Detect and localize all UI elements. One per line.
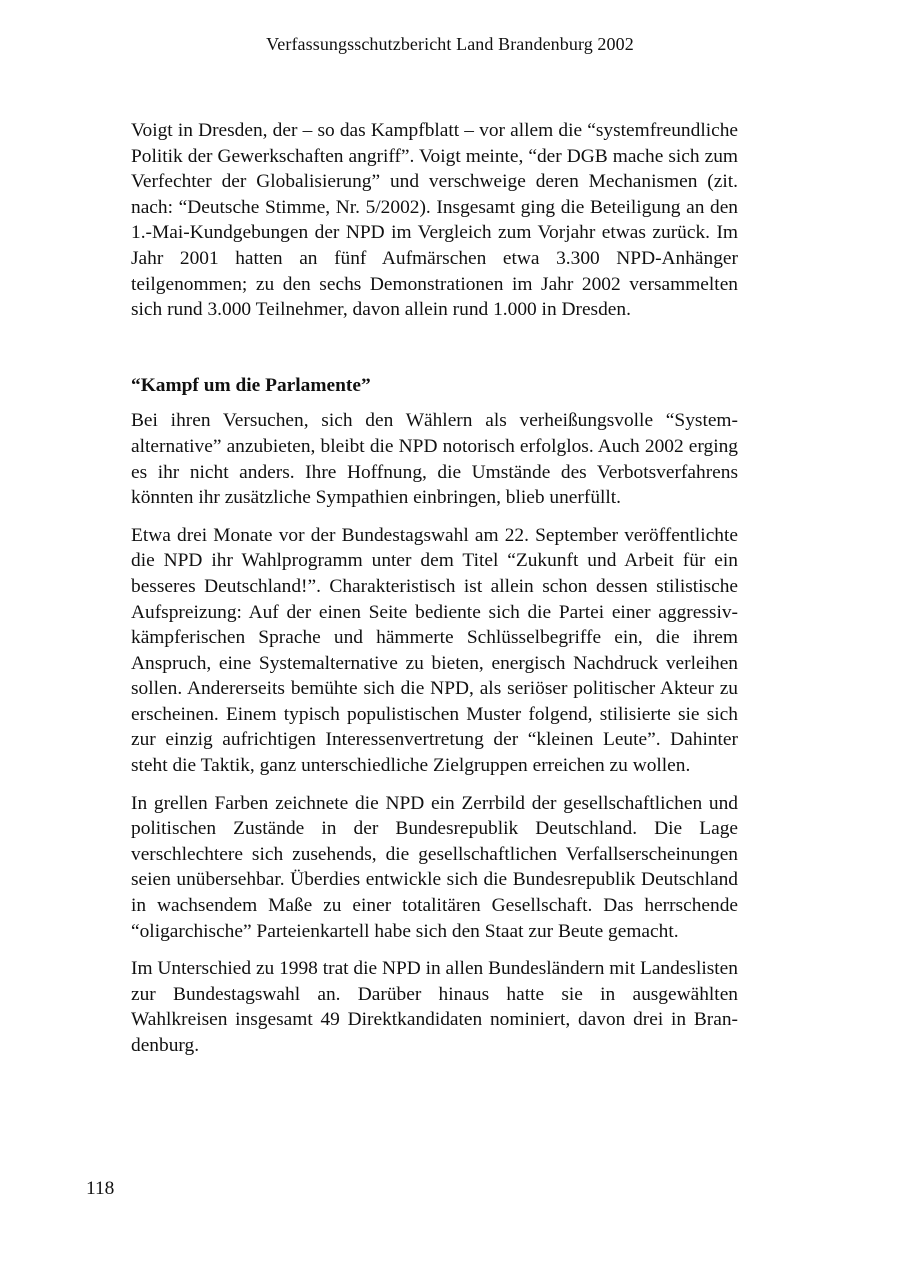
- body-text: [131, 118, 738, 1071]
- section-heading: “Kampf um die Parlamente”: [131, 374, 371, 396]
- running-header: Verfassungsschutzbericht Land Brandenburg 2002: [266, 34, 634, 54]
- paragraph-3: Etwa drei Monate vor der Bundestagswahl am 22. September veröffentlichte die NPD ihr Wahlprogramm unter dem Titel “Zukunft und Arbeit für ein besseres Deutschland!”. Charakteristisch ist allein schon dessen stilistische Aufspreizung: Auf der einen Seite bediente sich die Partei einer aggressiv-kämpferischen Sprache und hämmerte Schlüsselbegriffe ein, die ihrem Anspruch, eine Systemalternative zu bieten, energisch Nachdruck verleihen sollen. Andererseits bemühte sich die NPD, als seriöser politischer Akteur zu erscheinen. Einem typisch populistischen Muster folgend, stilisierte sie sich zur einzig aufrichtigen Interessenvertretung der “kleinen Leute”. Dahinter steht die Taktik, ganz unterschiedliche Zielgruppen erreichen zu wollen.: [131, 524, 738, 777]
- page-number: 118: [86, 1178, 115, 1199]
- paragraph-5: Im Unterschied zu 1998 trat die NPD in allen Bundesländern mit Landeslisten zur Bundestagswahl an. Darüber hinaus hatte sie in ausgewählten Wahlkreisen insgesamt 49 Direktkandidaten nominiert, davon drei in Brandenburg.: [131, 958, 738, 1056]
- paragraph-2: Bei ihren Versuchen, sich den Wählern als verheißungsvolle “Systemalternative” anzubieten, bleibt die NPD notorisch erfolglos. Auch 2002 erging es ihr nicht anders. Ihre Hoffnung, die Umstände des Verbotsverfahrens könnten ihr zusätzliche Sympathien einbringen, blieb unerfüllt.: [131, 410, 738, 509]
- paragraph-4: In grellen Farben zeichnete die NPD ein Zerrbild der gesellschaftlichen und politischen Zustände in der Bundesrepublik Deutschland. Die Lage verschlechtere sich zusehends, die gesellschaftlichen Verfallserscheinungen seien unübersehbar. Überdies entwickle sich die Bundesrepublik Deutschland in wachsendem Maße zu einer totalitären Gesellschaft. Das herrschende “oligarchische” Parteienkartell habe sich den Staat zur Beute gemacht.: [131, 792, 738, 942]
- paragraph-1: Voigt in Dresden, der – so das Kampfblatt – vor allem die “systemfreundliche Politik der Gewerkschaften angriff”. Voigt meinte, “der DGB mache sich zum Verfechter der Globalisierung” und verschweige deren Mechanismen (zit. nach: “Deutsche Stimme, Nr. 5/2002). Insgesamt ging die Beteiligung an den 1.-Mai-Kundgebungen der NPD im Vergleich zum Vorjahr etwas zurück. Im Jahr 2001 hatten an fünf Aufmärschen etwa 3.300 NPD-Anhänger teilgenommen; zu den sechs Demonstrationen im Jahr 2002 versammelten sich rund 3.000 Teilnehmer, davon allein rund 1.000 in Dresden.: [131, 120, 738, 321]
